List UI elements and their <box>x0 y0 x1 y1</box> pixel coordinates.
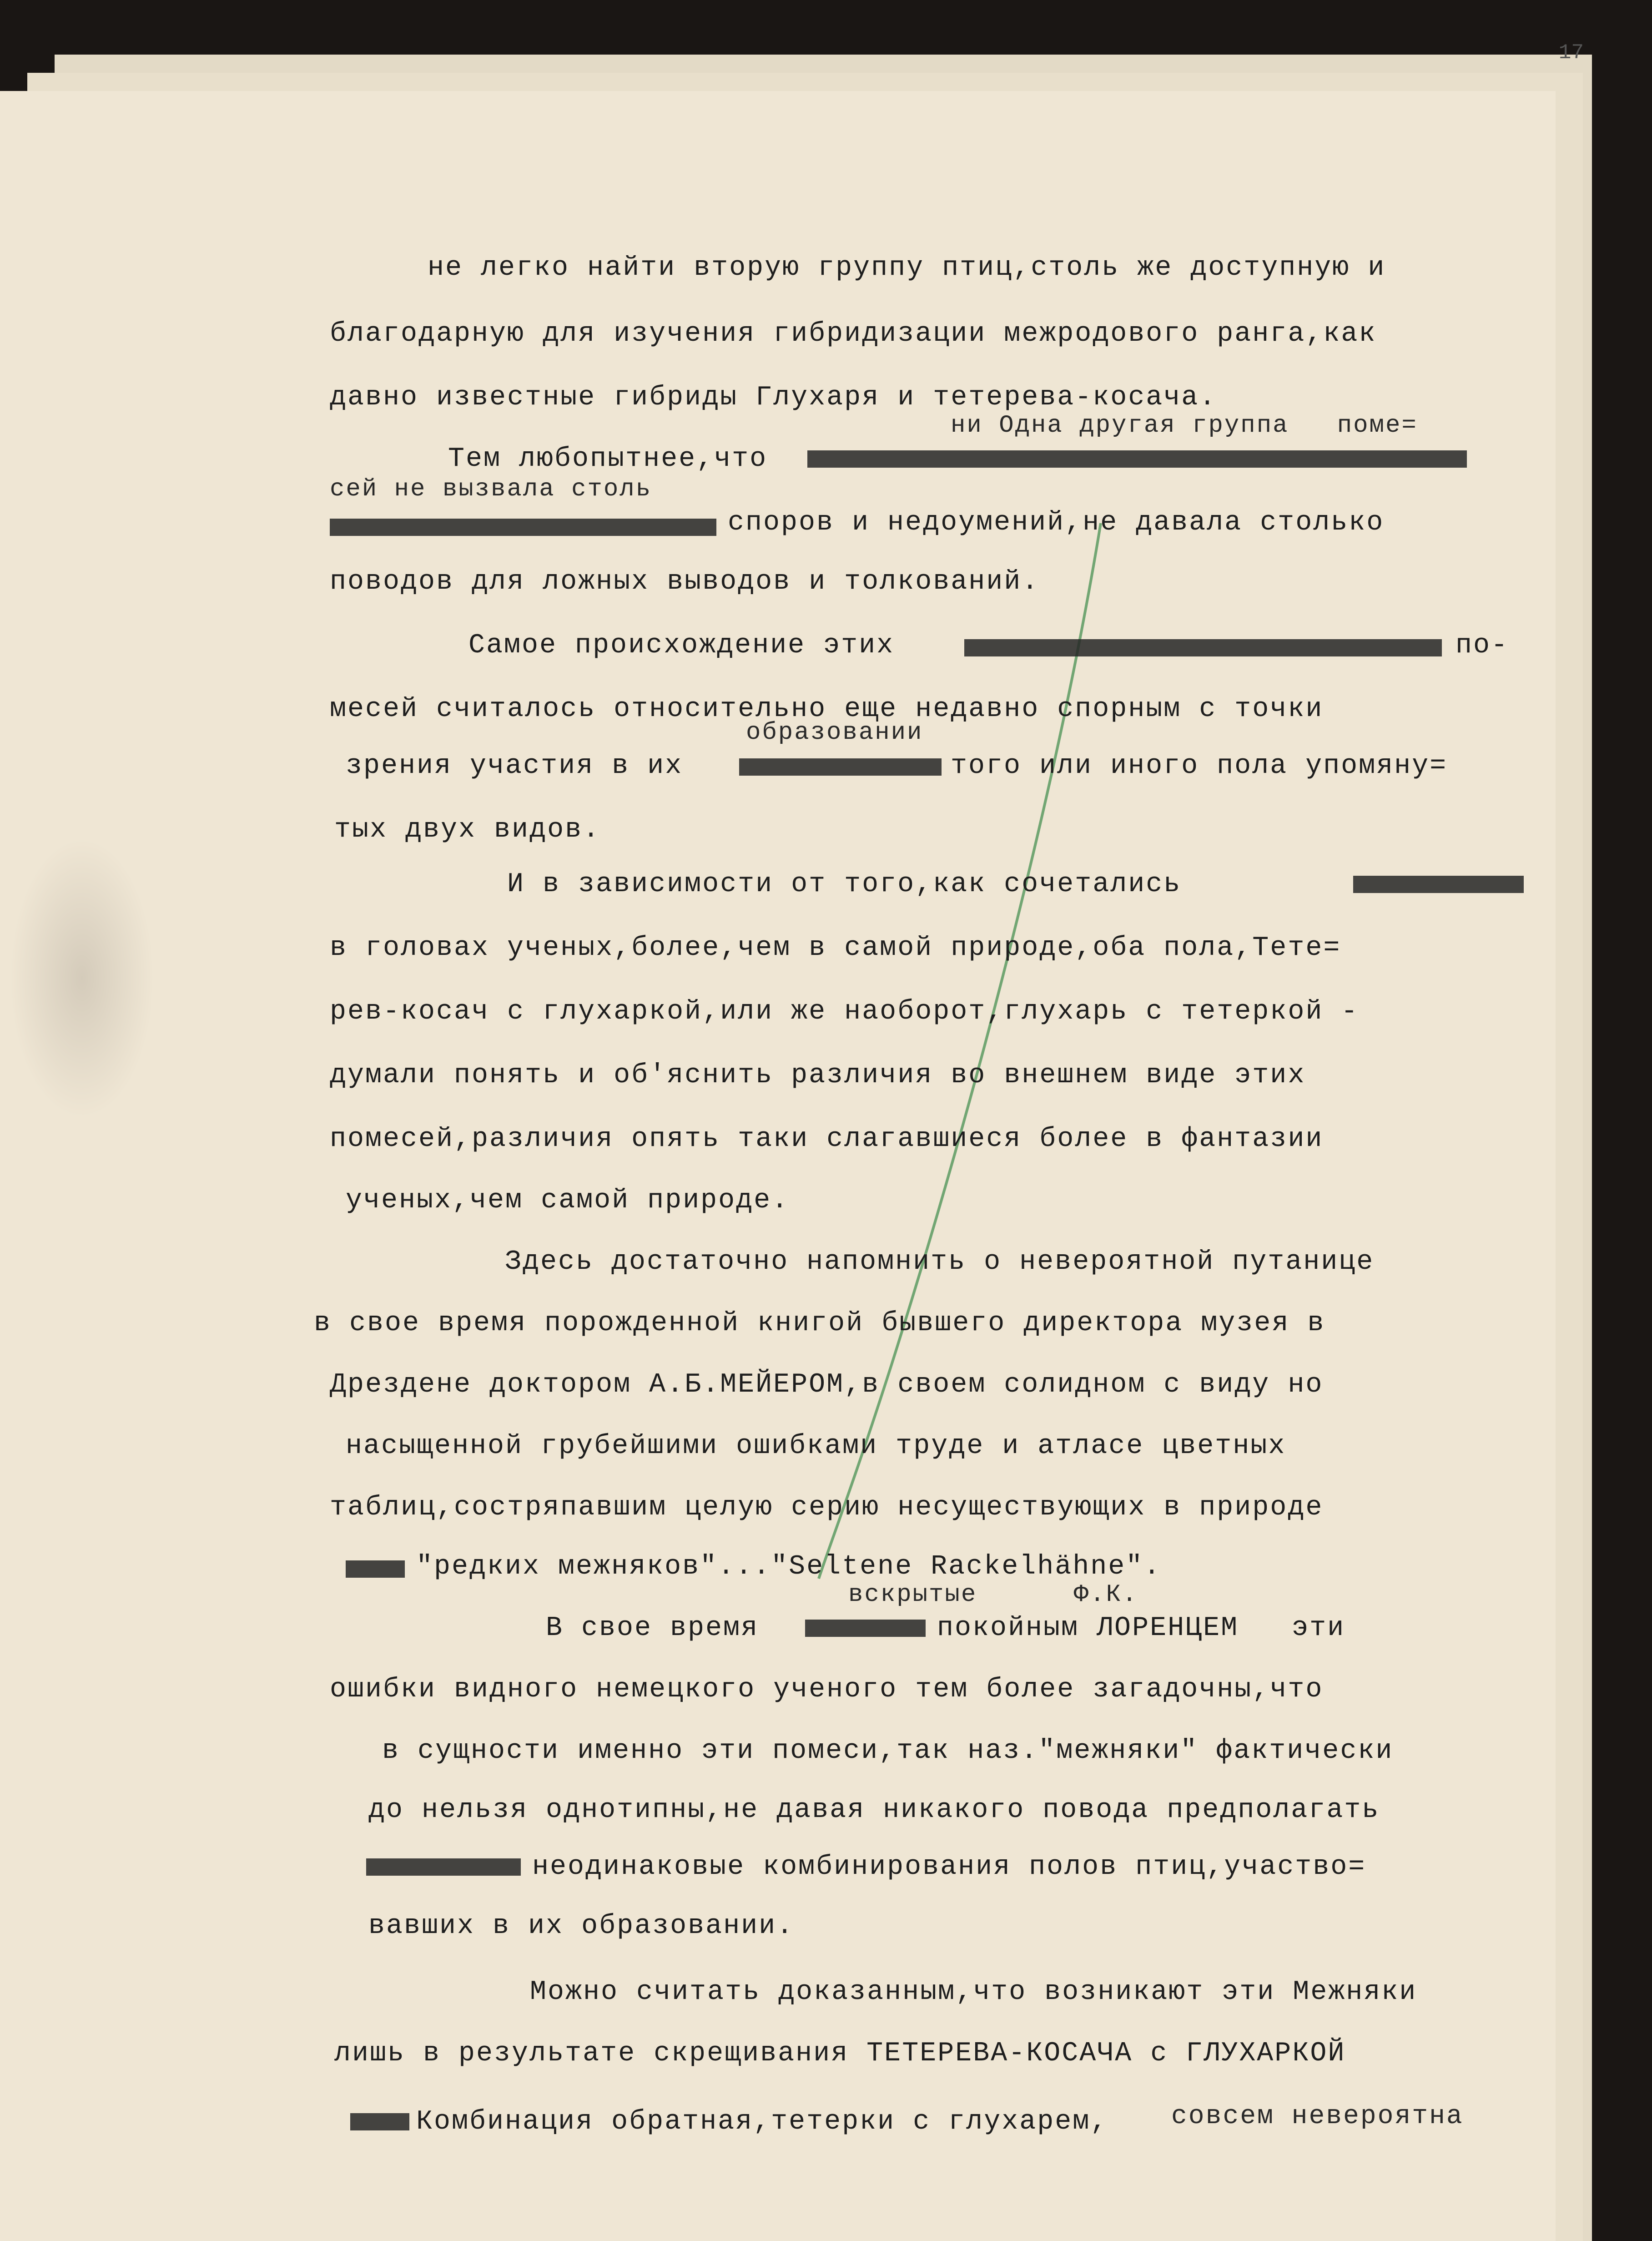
text-line: Дрездене доктором А.Б.МЕЙЕРОМ,в своем солидном с виду но <box>330 1369 1324 1400</box>
struck-out-text <box>366 1858 521 1876</box>
text-line: таблиц,состряпавшим целую серию несуществующих в природе <box>330 1492 1324 1523</box>
text-line: В свое время <box>546 1613 759 1644</box>
text-line: думали понять и об'яснить различия во внешнем виде этих <box>330 1060 1306 1091</box>
text-line: Можно считать доказанным,что возникают эти Межняки <box>530 1977 1417 2008</box>
text-line: в сущности именно эти помеси,так наз."межняки" фактически <box>382 1736 1394 1767</box>
text-line: давно известные гибриды Глухаря и тетерева-косача. <box>330 382 1217 413</box>
text-line: "редких межняков"..."Seltene Rackelhähne". <box>416 1551 1162 1582</box>
text-line: поводов для ложных выводов и толкований. <box>330 566 1040 597</box>
text-line: насыщенной грубейшими ошибками труде и атласе цветных <box>346 1431 1286 1462</box>
inserted-text: вскрытые Ф.К. <box>848 1581 1138 1609</box>
text-line: Здесь достаточно напомнить о невероятной путанице <box>505 1247 1375 1277</box>
text-line: зрения участия в их <box>346 751 683 782</box>
struck-out-text <box>807 450 1467 468</box>
text-line: неодинаковые комбинирования полов птиц,участво= <box>532 1852 1366 1883</box>
text-line: И в зависимости от того,как сочетались <box>507 869 1182 900</box>
text-line: Самое происхождение этих <box>468 630 895 661</box>
text-line: в головах ученых,более,чем в самой природе,оба пола,Тете= <box>330 933 1341 964</box>
text-line: ученых,чем самой природе. <box>346 1185 790 1216</box>
text-line: того или иного пола упомяну= <box>951 751 1448 782</box>
struck-out-text <box>964 639 1442 656</box>
struck-out-text <box>805 1620 926 1637</box>
text-line: до нельзя однотипны,не давая никакого повода предполагать <box>368 1795 1380 1826</box>
struck-out-text <box>1353 876 1524 893</box>
text-line: в свое время порожденной книгой бывшего директора музея в <box>314 1308 1325 1339</box>
text-line: месей считалось относительно еще недавно спорным с точки <box>330 694 1324 725</box>
text-line: помесей,различия опять таки слагавшиеся более в фантазии <box>330 1124 1324 1155</box>
text-line: благодарную для изучения гибридизации межродового ранга,как <box>330 318 1377 349</box>
text-line: споров и недоумений,не давала столько <box>728 507 1385 538</box>
inserted-text: сей не вызвала столь <box>330 475 652 503</box>
inserted-text: ни Одна другая группа поме= <box>951 412 1418 439</box>
text-line: лишь в результате скрещивания ТЕТЕРЕВА-КОСАЧА с ГЛУХАРКОЙ <box>334 2038 1346 2069</box>
text-line: не легко найти вторую группу птиц,столь же доступную и <box>428 252 1386 283</box>
text-line: ошибки видного немецкого ученого тем более загадочны,что <box>330 1674 1324 1705</box>
text-line: по- <box>1456 630 1509 661</box>
struck-out-text <box>739 758 942 776</box>
inserted-text: образовании <box>746 719 923 747</box>
page-corner-mark: 17 <box>1558 41 1584 65</box>
text-line: рев-косач с глухаркой,или же наоборот,глухарь с тетеркой - <box>330 996 1359 1027</box>
inserted-text: совсем невероятна <box>1171 2102 1464 2131</box>
text-line: тых двух видов. <box>334 814 601 845</box>
text-line: Тем любопытнее,что <box>448 444 768 474</box>
text-line: покойным ЛОРЕНЦЕМ эти <box>937 1613 1345 1644</box>
struck-out-text <box>350 2113 409 2130</box>
text-line: Комбинация обратная,тетерки с глухарем, <box>416 2106 1108 2137</box>
text-line: вавших в их образовании. <box>368 1911 795 1942</box>
struck-out-text <box>346 1560 405 1578</box>
struck-out-text <box>330 519 716 536</box>
